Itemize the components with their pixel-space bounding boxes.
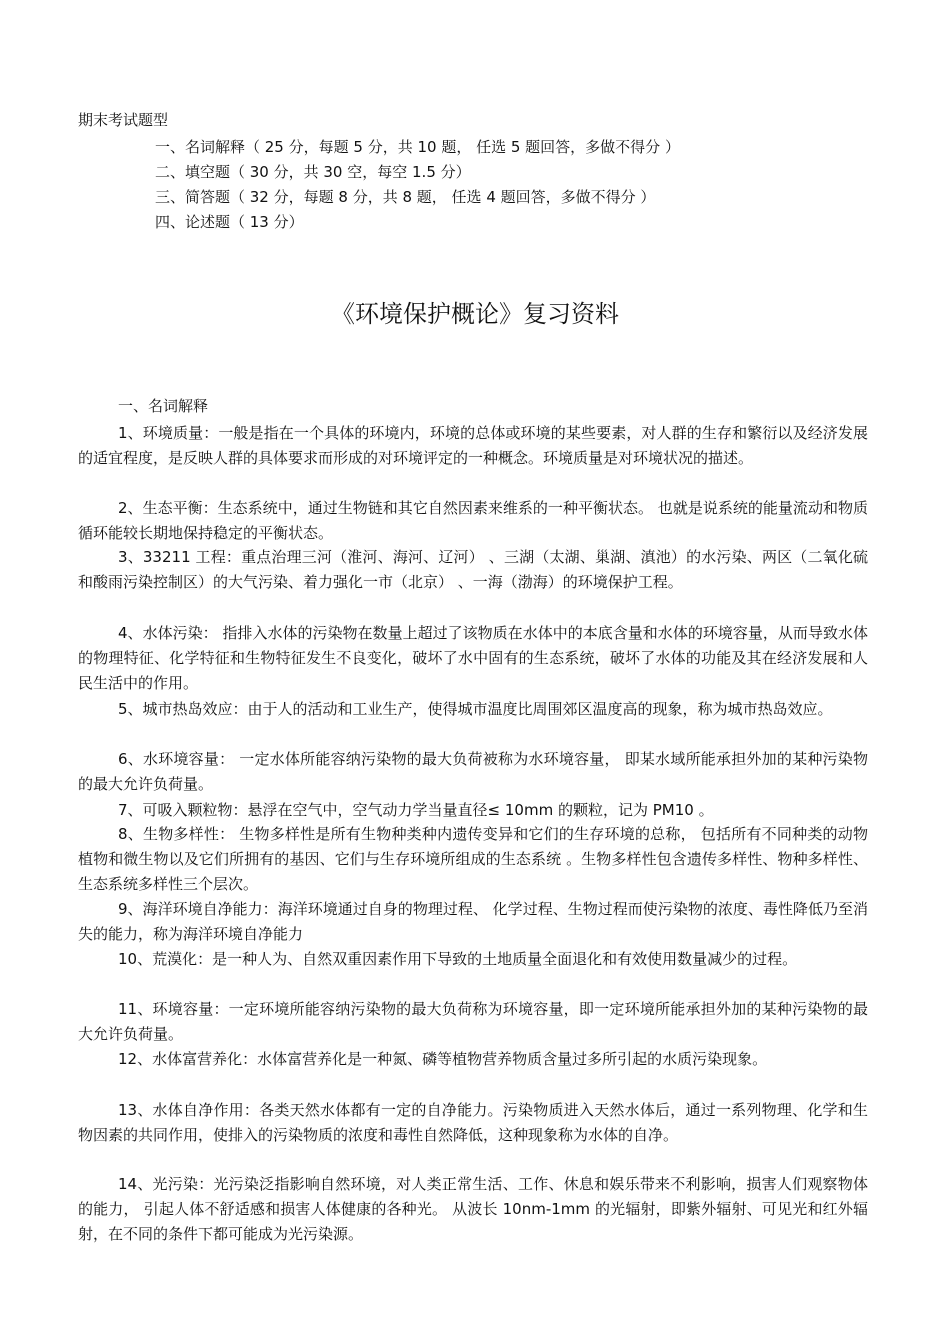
term-entry: 14、光污染：光污染泛指影响自然环境，对人类正常生活、工作、休息和娱乐带来不利影响，损害人们观察物体的能力， 引起人体不舒适感和损害人体健康的各种光。 从波长 10nm-1mm 的光辐射，即紫外辐射、可见光和红外辐射，在不同的条件下都可能成为光污染源。 (78, 1175, 868, 1243)
term-entry: 7、可吸入颗粒物：悬浮在空气中，空气动力学当量直径≤ 10mm 的颗粒，记为 PM10 。 (118, 801, 714, 819)
term-entry: 13、水体自净作用：各类天然水体都有一定的自净能力。污染物质进入天然水体后，通过一系列物理、化学和生物因素的共同作用，使排入的污染物质的浓度和毒性自然降低，这种现象称为水体的自净。 (78, 1101, 868, 1144)
term-entry: 8、生物多样性： 生物多样性是所有生物种类种内遗传变异和它们的生存环境的总称， 包括所有不同种类的动物植物和微生物以及它们所拥有的基因、它们与生存环境所组成的生态系统 。生物多样性包含遗传多样性、物种多样性、生态系统多样性三个层次。 (78, 825, 868, 893)
exam-type-item: 一、名词解释（ 25 分，每题 5 分，共 10 题， 任选 5 题回答，多做不得分 ） (155, 138, 680, 156)
exam-type-item: 三、简答题（ 32 分，每题 8 分，共 8 题， 任选 4 题回答，多做不得分 ） (155, 188, 656, 206)
term-entry: 1、环境质量：一般是指在一个具体的环境内，环境的总体或环境的某些要素，对人群的生存和繁衍以及经济发展的适宜程度，是反映人群的具体要求而形成的对环境评定的一种概念。环境质量是对环境状况的描述。 (78, 424, 868, 467)
exam-types-heading: 期末考试题型 (78, 111, 169, 129)
term-entry: 10、荒漠化：是一种人为、自然双重因素作用下导致的土地质量全面退化和有效使用数量减少的过程。 (118, 950, 798, 968)
term-entry: 6、水环境容量： 一定水体所能容纳污染物的最大负荷被称为水环境容量， 即某水域所能承担外加的某种污染物的最大允许负荷量。 (78, 750, 868, 793)
exam-type-item: 四、论述题（ 13 分） (155, 213, 304, 231)
term-entry: 11、环境容量：一定环境所能容纳污染物的最大负荷称为环境容量，即一定环境所能承担外加的某种污染物的最大允许负荷量。 (78, 1000, 868, 1043)
section-heading: 一、名词解释 (118, 397, 209, 415)
term-entry: 12、水体富营养化：水体富营养化是一种氮、磷等植物营养物质含量过多所引起的水质污染现象。 (118, 1050, 768, 1068)
term-entry: 5、城市热岛效应：由于人的活动和工业生产，使得城市温度比周围郊区温度高的现象，称为城市热岛效应。 (118, 700, 833, 718)
term-entry: 4、水体污染： 指排入水体的污染物在数量上超过了该物质在水体中的本底含量和水体的环境容量，从而导致水体的物理特征、化学特征和生物特征发生不良变化，破坏了水中固有的生态系统，破坏了水体的功能及其在经济发展和人民生活中的作用。 (78, 624, 868, 692)
term-entry: 3、33211 工程：重点治理三河（淮河、海河、辽河） 、三湖（太湖、巢湖、滇池）的水污染、两区（二氧化硫和酸雨污染控制区）的大气污染、着力强化一市（北京） 、一海（渤海）的环境保护工程。 (78, 548, 868, 591)
exam-type-item: 二、填空题（ 30 分，共 30 空，每空 1.5 分） (155, 163, 471, 181)
term-entry: 9、海洋环境自净能力：海洋环境通过自身的物理过程、 化学过程、生物过程而使污染物的浓度、毒性降低乃至消失的能力，称为海洋环境自净能力 (78, 900, 868, 943)
document-title: 《环境保护概论》复习资料 (331, 300, 619, 328)
term-entry: 2、生态平衡：生态系统中，通过生物链和其它自然因素来维系的一种平衡状态。 也就是说系统的能量流动和物质循环能较长期地保持稳定的平衡状态。 (78, 499, 868, 542)
